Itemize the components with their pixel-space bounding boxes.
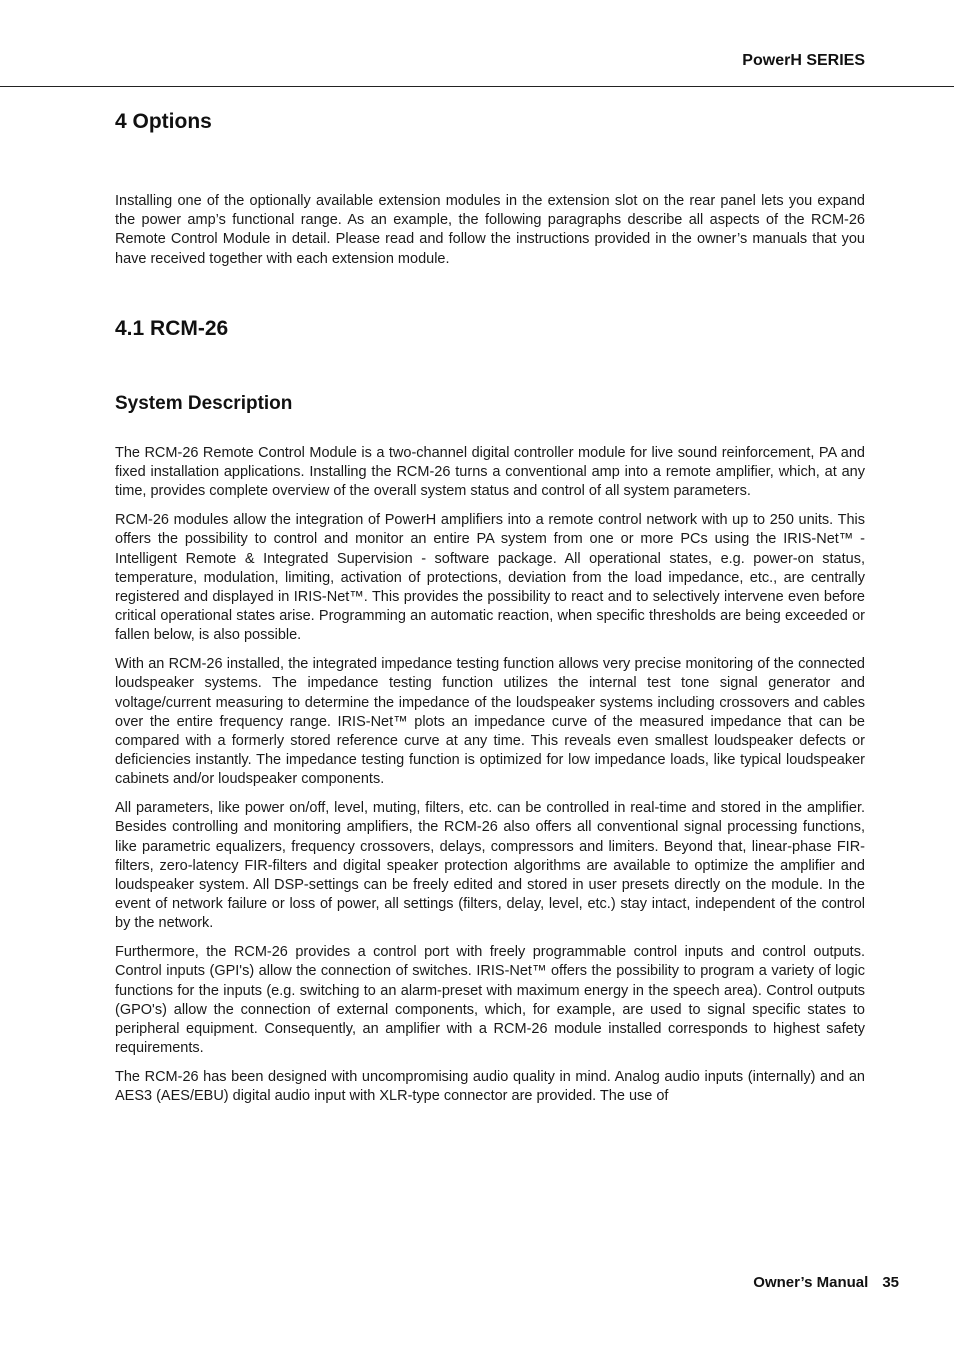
section-heading-options: 4 Options <box>115 110 212 133</box>
body-paragraph: All parameters, like power on/off, level, muting, filters, etc. can be controlled in real-time and stored in the amplifier. Besides controlling and monitoring amplifiers, the RCM-26 also offers all conventional signal processing functions, like parametric equalizers, frequency crossovers, delays, compressors and limiters. Beyond that, linear-phase FIR-filters, zero-latency FIR-filters and digital speaker protection algorithms are available to optimize the amplifier and loudspeaker system. All DSP-settings can be freely edited and stored in user presets directly on the module. In the event of network failure or loss of power, all settings (filters, delay, level, etc.) stay intact, independent of the control by the network. <box>115 800 865 932</box>
body-paragraph: The RCM-26 Remote Control Module is a two-channel digital controller module for live sound reinforcement, PA and fixed installation applications. Installing the RCM-26 turns a conventional amp into a remote amplifier, which, at any time, provides complete overview of the overall system status and control of all system parameters. <box>115 445 865 500</box>
section-heading-rcm26: 4.1 RCM-26 <box>115 317 229 340</box>
body-paragraph: Furthermore, the RCM-26 provides a control port with freely programmable control inputs and control outputs. Control inputs (GPI's) allow the connection of switches. IRIS-Net™ offers the possibility to program a variety of logic functions for the inputs (e.g. switching to an alarm-preset with maximum energy in the speech area). Control outputs (GPO's) allow the connection of external components, which, for example, are used to signal specific states to peripheral equipment. Consequently, an amplifier with a RCM-26 module installed corresponds to highest safety requirements. <box>115 944 865 1057</box>
running-header: PowerH SERIES <box>742 52 865 69</box>
body-paragraph: With an RCM-26 installed, the integrated impedance testing function allows very precise monitoring of the connected loudspeaker systems. The impedance testing function utilizes the internal test tone signal generator and voltage/current measuring to determine the impedance of the loudspeaker systems including crossovers and cables over the entire frequency range. IRIS-Net™ plots an impedance curve of the measured impedance that can be compared with a formerly stored reference curve at any time. This reveals even smallest loudspeaker defects or deficiencies instantly. The impedance testing function is optimized for low impedance loads, like typical loudspeaker cabinets and/or loudspeaker components. <box>115 656 865 788</box>
intro-paragraph: Installing one of the optionally available extension modules in the extension slot on the rear panel lets you expand the power amp’s functional range. As an example, the following paragraphs describe all aspects of the RCM-26 Remote Control Module in detail. Please read and follow the instructions provided in the owner’s manuals that you have received together with each extension module. <box>115 193 865 267</box>
page-footer <box>753 1274 899 1291</box>
system-description-body <box>115 444 865 1116</box>
footer-label: Owner’s Manual <box>753 1274 869 1291</box>
header-divider <box>0 86 954 87</box>
body-paragraph: The RCM-26 has been designed with uncompromising audio quality in mind. Analog audio inputs (internally) and an AES3 (AES/EBU) digital audio input with XLR-type connector are provided. The use of <box>115 1069 865 1105</box>
intro-block <box>115 192 865 269</box>
body-paragraph: RCM-26 modules allow the integration of PowerH amplifiers into a remote control network with up to 250 units. This offers the possibility to control and monitor an entire PA system from one or more PCs using the IRIS-Net™ - Intelligent Remote & Integrated Supervision - software package. All operational states, e.g. power-on status, temperature, modulation, limiting, activation of protections, deviation from the load impedance, etc., are centrally registered and displayed in IRIS-Net™. This provides the possibility to react and to selectively intervene even before critical operational states arise. Programming an automatic reaction, when specific thresholds are being exceeded or fallen below, is also possible. <box>115 512 865 644</box>
page-number: 35 <box>882 1274 899 1291</box>
subsection-heading-system-description: System Description <box>115 393 293 414</box>
